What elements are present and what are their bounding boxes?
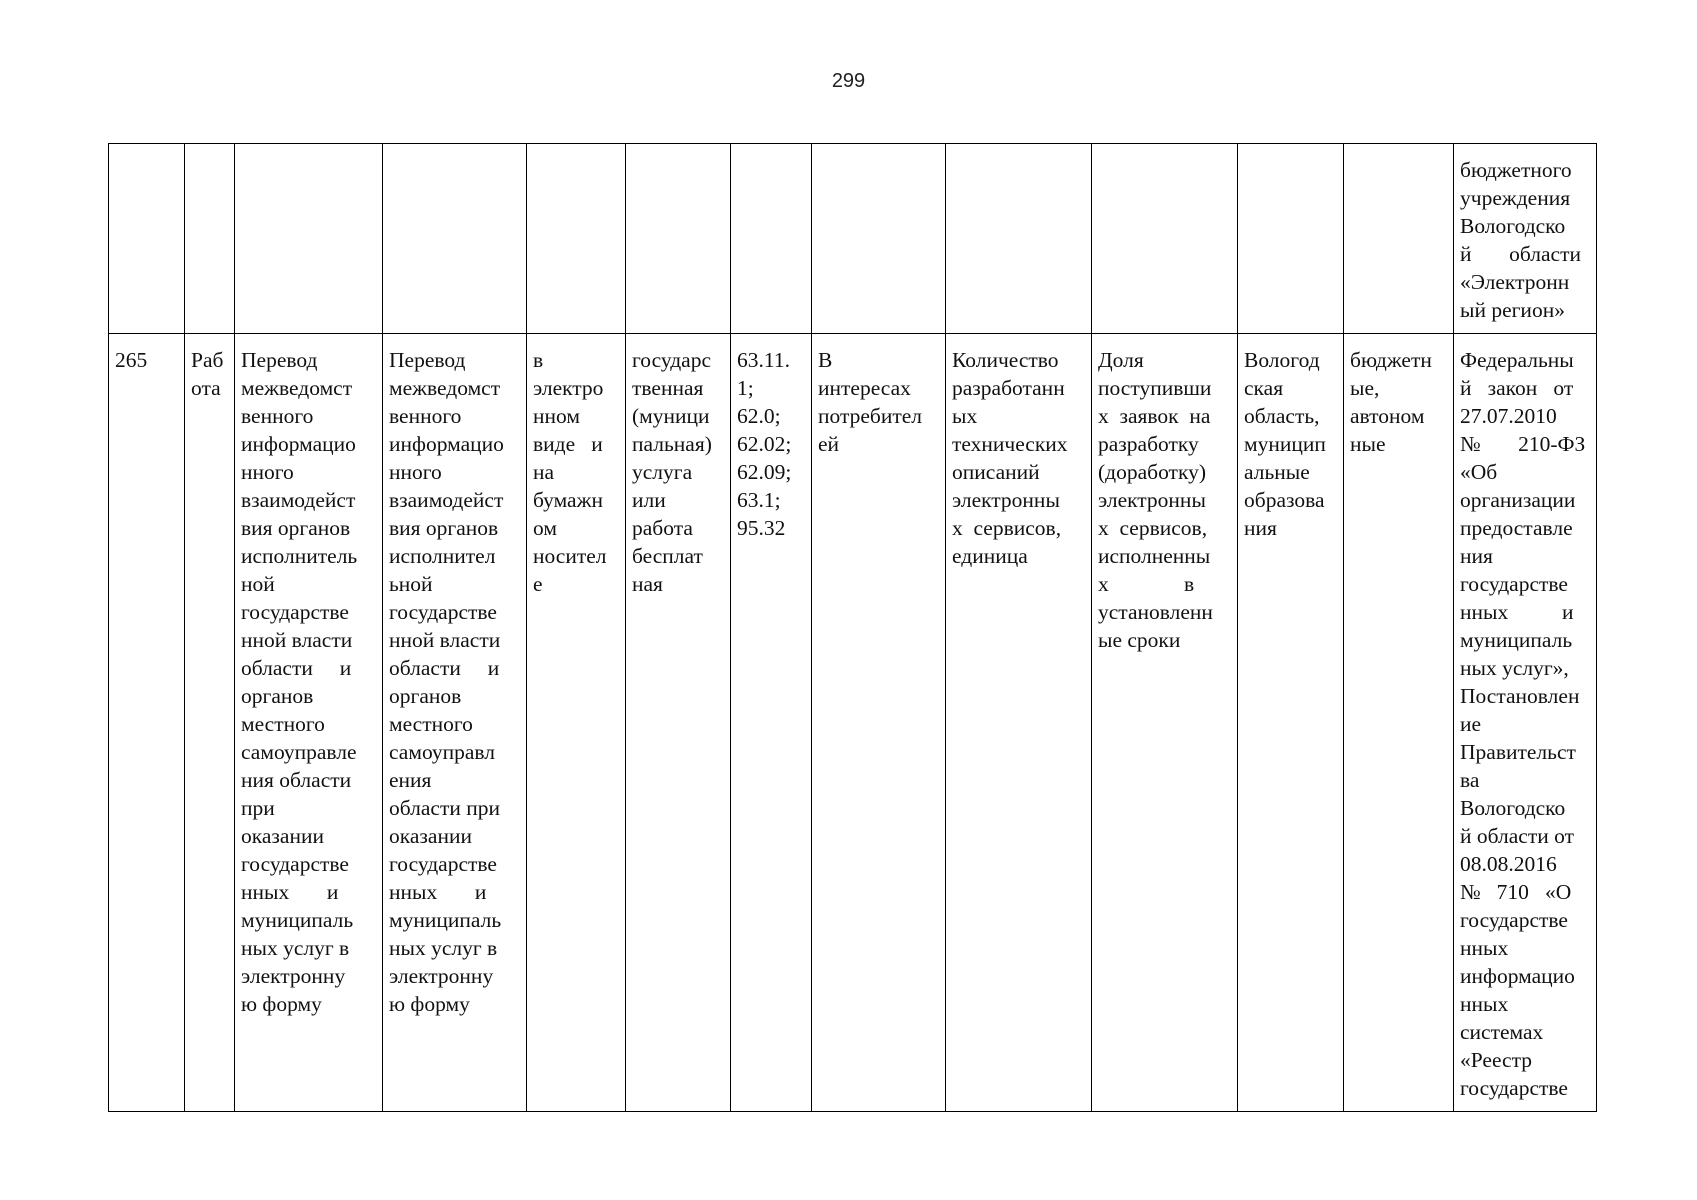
- services-registry-table: [108, 143, 1597, 1112]
- cell-service-content: Перевод межведомст венного информацио нного взаимодейст вия органов исполнител ьной государстве нной власти области и органов местного самоуправл ения области при оказании государстве нных и муниципаль ных услуг в электронну ю форму: [383, 334, 527, 1112]
- cell-empty: [1238, 144, 1344, 334]
- cell-volume-indicator: Количество разработанн ых технических описаний электронны х сервисов, единица: [946, 334, 1092, 1112]
- cell-form: в электро нном виде и на бумажн ом носител е: [527, 334, 626, 1112]
- cell-consumers: В интересах потребител ей: [812, 334, 946, 1112]
- page-number: 299: [831, 70, 866, 92]
- cell-status: государс твенная (муници пальная) услуга или работа бесплат ная: [626, 334, 731, 1112]
- cell-empty: [812, 144, 946, 334]
- cell-legal-basis: Федеральны й закон от 27.07.2010 № 210-ФЗ «Об организации предоставле ния государстве нных и муниципаль ных услуг», Постановлен ие Правительст ва Вологодско й области от 08.08.2016 № 710 «О государстве нных информацио нных системах «Реестр государстве: [1454, 334, 1597, 1112]
- cell-type: Раб ота: [185, 334, 235, 1112]
- cell-empty: [185, 144, 235, 334]
- cell-empty: [383, 144, 527, 334]
- cell-row-number: 265: [109, 334, 185, 1112]
- table-row-continued: [109, 144, 1597, 334]
- table-row-265: [109, 334, 1597, 1112]
- cell-empty: [109, 144, 185, 334]
- cell-empty: [946, 144, 1092, 334]
- cell-quality-indicator: Доля поступивши х заявок на разработку (доработку) электронны х сервисов, исполненны х в установленн ые сроки: [1092, 334, 1238, 1112]
- cell-service-name: Перевод межведомст венного информацио нного взаимодейст вия органов исполнитель ной государстве нной власти области и органов местного самоуправле ния области при оказании государстве нных и муниципаль ных услуг в электронну ю форму: [235, 334, 383, 1112]
- cell-okved: 63.11. 1; 62.0; 62.02; 62.09; 63.1; 95.32: [731, 334, 812, 1112]
- cell-empty: [626, 144, 731, 334]
- cell-territory: Вологод ская область, муницип альные образова ния: [1238, 334, 1344, 1112]
- cell-legal-basis-continued: бюджетного учреждения Вологодско й области «Электронн ый регион»: [1454, 144, 1597, 334]
- cell-empty: [1344, 144, 1454, 334]
- cell-empty: [731, 144, 812, 334]
- cell-empty: [527, 144, 626, 334]
- cell-institution-type: бюджетн ые, автоном ные: [1344, 334, 1454, 1112]
- cell-empty: [1092, 144, 1238, 334]
- cell-empty: [235, 144, 383, 334]
